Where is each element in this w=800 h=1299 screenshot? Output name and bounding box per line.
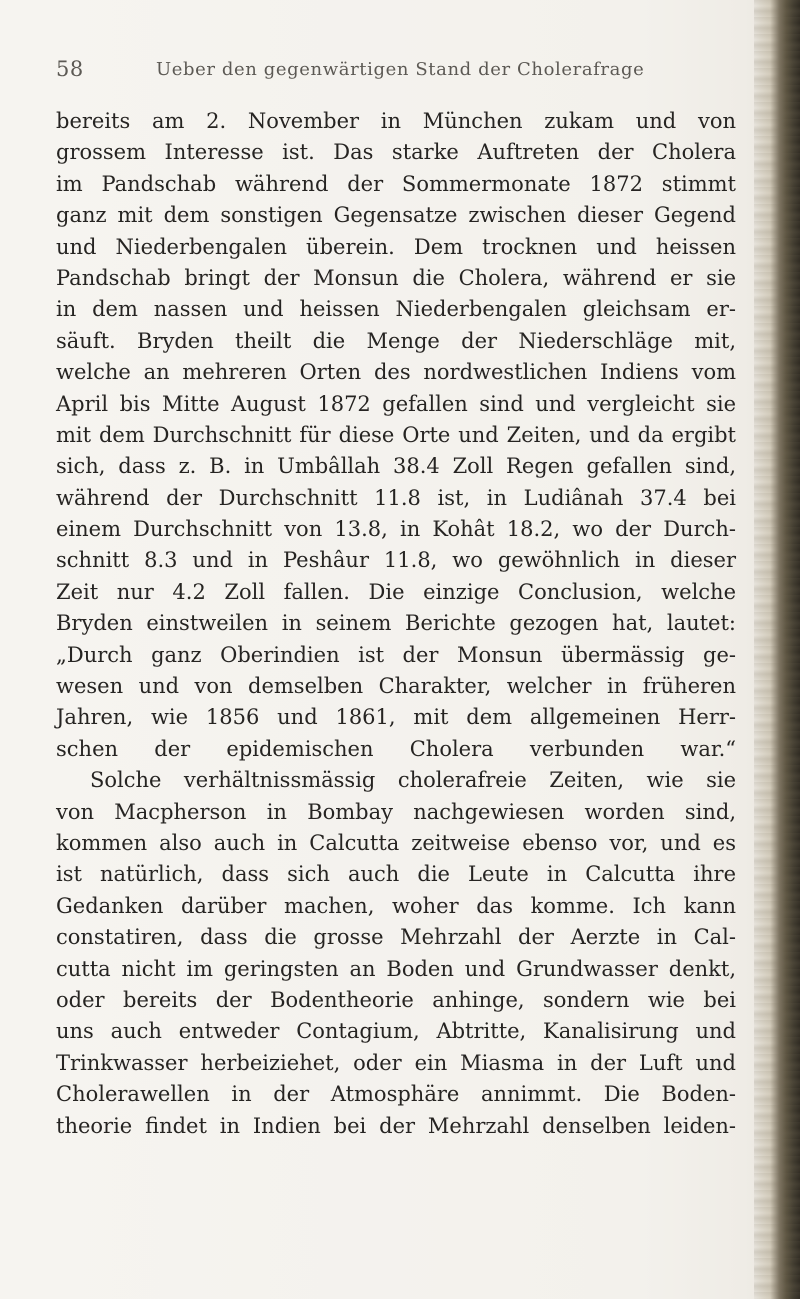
text-line: einem Durchschnitt von 13.8, in Kohât 18.2, wo der Durch- (56, 517, 736, 542)
text-line: mit dem Durchschnitt für diese Orte und Zeiten, und da ergibt (56, 422, 736, 447)
text-line: schen der epidemischen Cholera verbunden war.“ (56, 736, 736, 761)
text-line: oder bereits der Bodentheorie anhinge, sondern wie bei (56, 987, 736, 1012)
text-line: bereits am 2. November in München zukam und von (56, 109, 736, 133)
text-line: schnitt 8.3 und in Peshâur 11.8, wo gewöhnlich in dieser (56, 548, 736, 573)
text-line: welche an mehreren Orten des nordwestlichen Indiens vom (56, 360, 736, 385)
text-line: säuft. Bryden theilt die Menge der Niederschläge mit, (56, 328, 736, 353)
text-line-paragraph-start: Solche verhältnissmässig cholerafreie Zeiten, wie sie (90, 768, 736, 793)
text-line: und Niederbengalen überein. Dem trocknen und heissen (56, 234, 736, 259)
text-line: im Pandschab während der Sommermonate 1872 stimmt (56, 171, 736, 196)
text-line: „Durch ganz Oberindien ist der Monsun übermässig ge- (56, 642, 736, 667)
text-line: Jahren, wie 1856 und 1861, mit dem allgemeinen Herr- (56, 705, 736, 730)
text-line: Bryden einstweilen in seinem Berichte gezogen hat, lautet: (56, 611, 736, 636)
text-line: in dem nassen und heissen Niederbengalen gleichsam er- (56, 297, 736, 322)
text-line: Zeit nur 4.2 Zoll fallen. Die einzige Conclusion, welche (56, 579, 736, 604)
body-text (56, 106, 736, 1142)
book-binding-edge (754, 0, 800, 1299)
text-line: ganz mit dem sonstigen Gegensatze zwischen dieser Gegend (56, 203, 736, 228)
text-line: kommen also auch in Calcutta zeitweise ebenso vor, und es (56, 830, 736, 855)
text-line: cutta nicht im geringsten an Boden und Grundwasser denkt, (56, 956, 736, 981)
text-line: Gedanken darüber machen, woher das komme. Ich kann (56, 893, 736, 918)
text-line: Trinkwasser herbeiziehet, oder ein Miasma in der Luft und (56, 1050, 736, 1075)
text-line: wesen und von demselben Charakter, welcher in früheren (56, 674, 736, 699)
text-line: während der Durchschnitt 11.8 ist, in Ludiânah 37.4 bei (56, 485, 736, 510)
text-line: theorie findet in Indien bei der Mehrzahl denselben leiden- (56, 1113, 736, 1138)
text-line: Cholerawellen in der Atmosphäre annimmt. Die Boden- (56, 1082, 736, 1107)
text-line: grossem Interesse ist. Das starke Auftreten der Cholera (56, 140, 736, 165)
page-number: 58 (56, 57, 84, 81)
text-line: von Macpherson in Bombay nachgewiesen worden sind, (56, 799, 736, 824)
text-line: sich, dass z. B. in Umbâllah 38.4 Zoll Regen gefallen sind, (56, 454, 736, 479)
text-line: constatiren, dass die grosse Mehrzahl der Aerzte in Cal- (56, 925, 736, 950)
text-line: uns auch entweder Contagium, Abtritte, Kanalisirung und (56, 1019, 736, 1044)
text-line: Pandschab bringt der Monsun die Cholera, während er sie (56, 265, 736, 290)
running-head (56, 57, 696, 87)
text-line: ist natürlich, dass sich auch die Leute in Calcutta ihre (56, 862, 736, 887)
running-head-title: Ueber den gegenwärtigen Stand der Cholerafrage (156, 59, 645, 80)
text-line: April bis Mitte August 1872 gefallen sind und vergleicht sie (56, 391, 736, 416)
